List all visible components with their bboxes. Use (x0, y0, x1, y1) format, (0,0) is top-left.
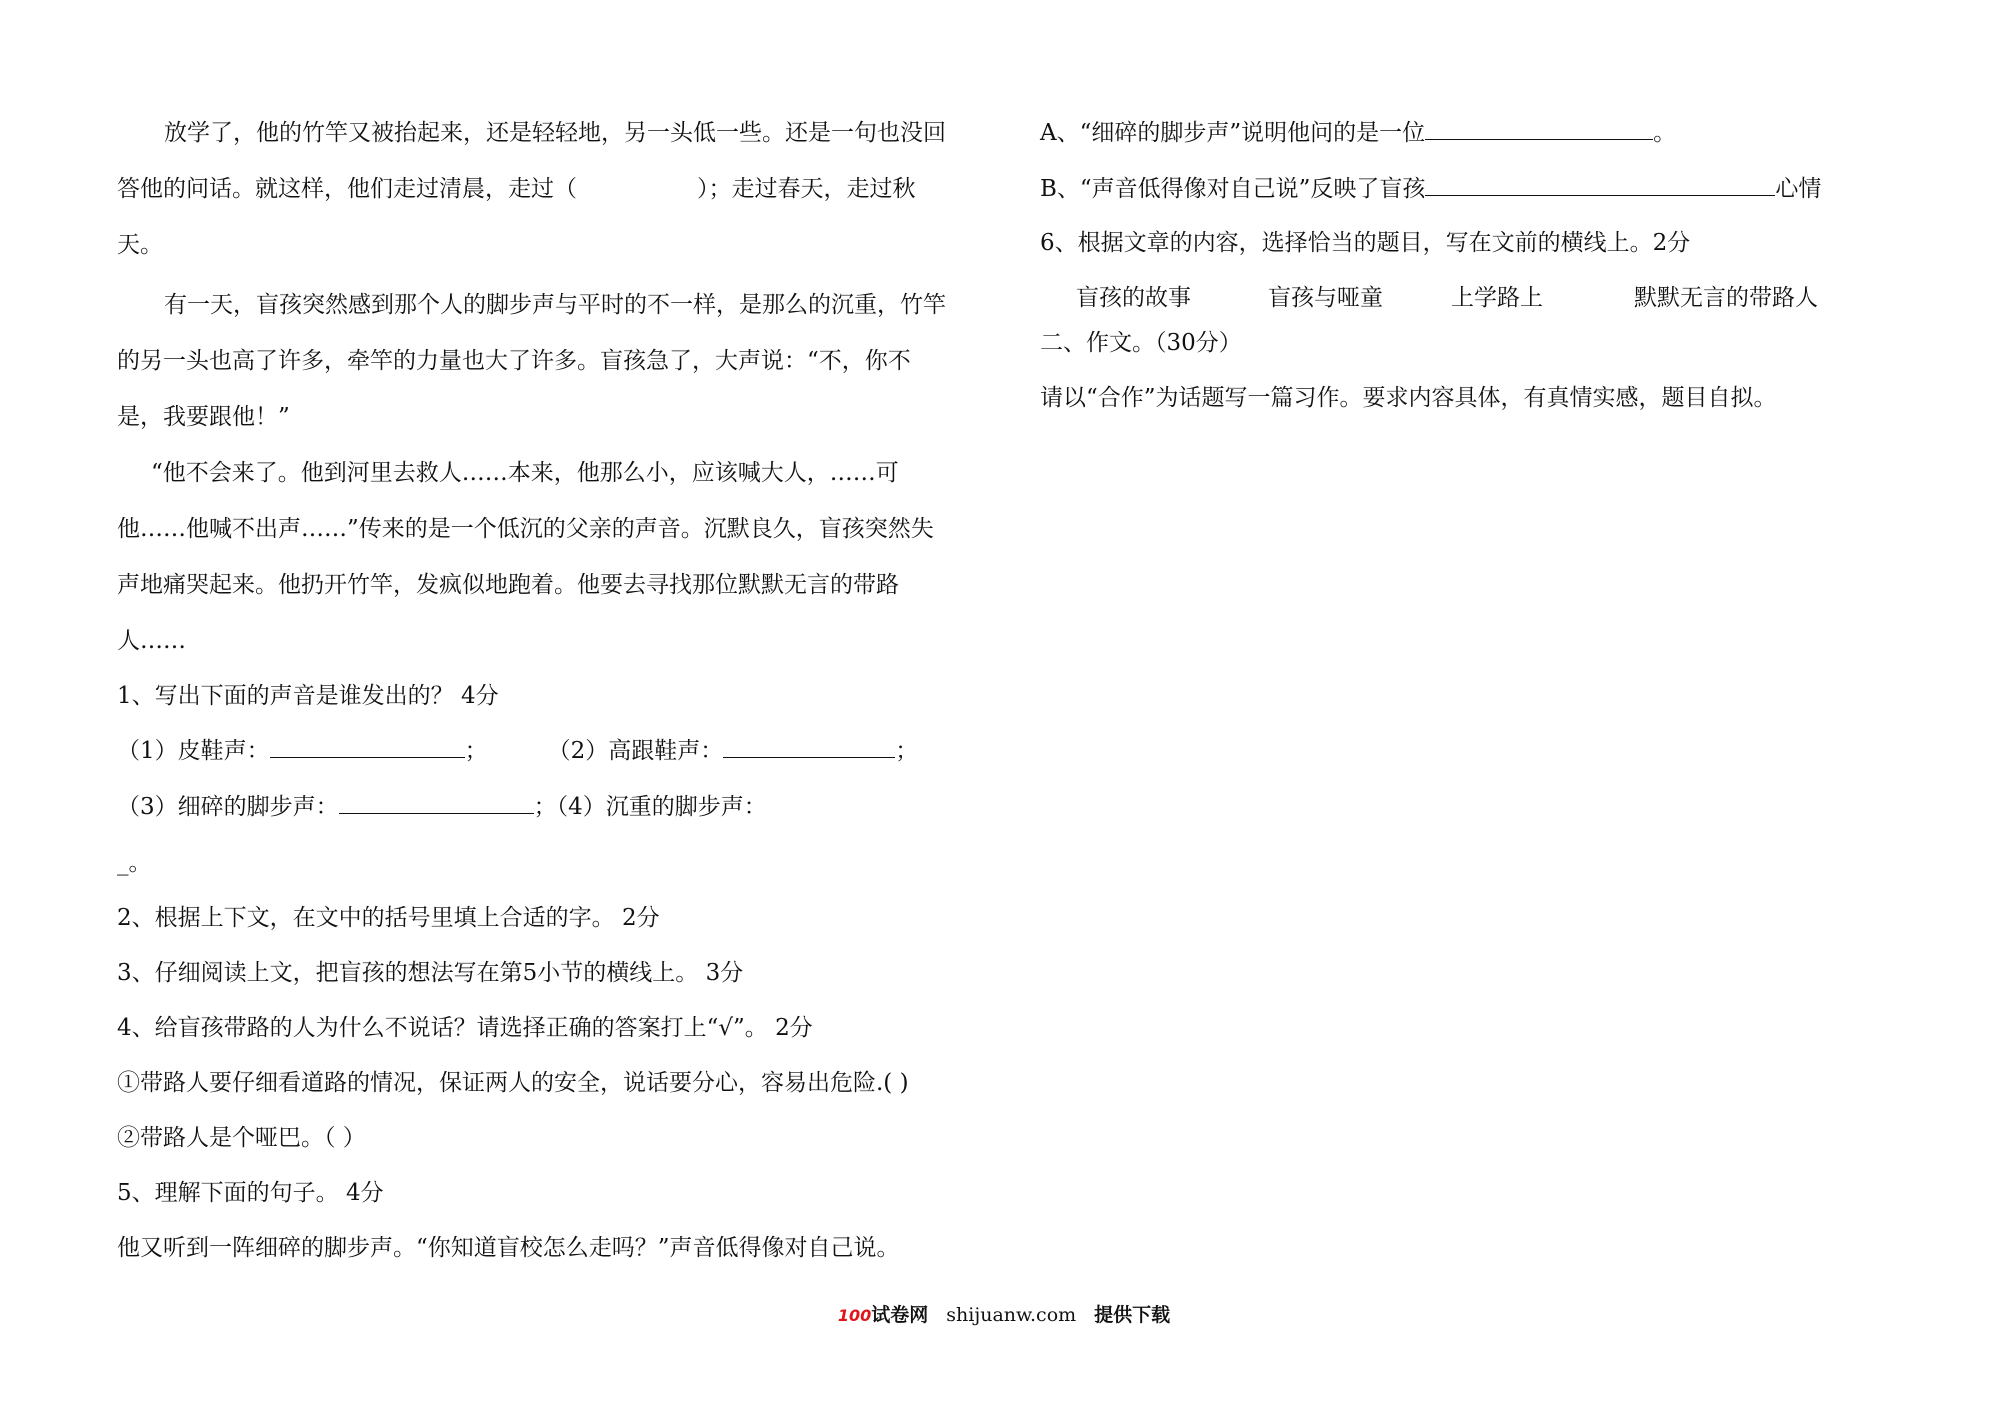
passage-line: 天。 (117, 232, 163, 258)
passage-line: 人…… (117, 628, 186, 654)
footer (0, 1300, 2008, 1327)
answer-blank[interactable] (270, 737, 465, 758)
passage-line: 是，我要跟他！” (117, 404, 290, 430)
answer-blank[interactable] (1425, 175, 1775, 196)
question-3: 3、仔细阅读上文，把盲孩的想法写在第5小节的横线上。 3分 (117, 960, 744, 986)
passage-line: 的另一头也高了许多，牵竿的力量也大了许多。盲孩急了，大声说：“不，你不 (117, 348, 911, 374)
question-5-sentence: 他又听到一阵细碎的脚步声。“你知道盲校怎么走吗？”声音低得像对自己说。 (117, 1235, 900, 1261)
site-url[interactable]: shijuanw.com (946, 1304, 1077, 1326)
logo-number: 100 (837, 1306, 872, 1325)
title-option: 盲孩的故事 (1076, 285, 1191, 311)
passage-line: 答他的问话。就这样，他们走过清晨，走过（ ）；走过春天，走过秋 (117, 176, 916, 202)
answer-blank[interactable] (339, 793, 534, 814)
passage-line: 有一天，盲孩突然感到那个人的脚步声与平时的不一样，是那么的沉重，竹竿 (164, 292, 946, 318)
question-5-b: B、“声音低得像对自己说”反映了盲孩 心情 (1040, 176, 1822, 202)
question-4: 4、给盲孩带路的人为什么不说话？请选择正确的答案打上“√”。 2分 (117, 1015, 813, 1041)
passage-line: 放学了，他的竹竿又被抬起来，还是轻轻地，另一头低一些。还是一句也没回 (164, 120, 946, 146)
question-2: 2、根据上下文，在文中的括号里填上合适的字。 2分 (117, 905, 660, 931)
question-1-row-3: _。 (117, 850, 152, 876)
provide-download: 提供下载 (1094, 1304, 1171, 1326)
question-4-option-1: ①带路人要仔细看道路的情况，保证两人的安全，说话要分心，容易出危险.( ) (117, 1070, 909, 1096)
section-2-heading: 二、作文。（30分） (1040, 330, 1242, 356)
question-1-row-2: （3）细碎的脚步声： ；（4）沉重的脚步声： (117, 794, 767, 820)
passage-line: 声地痛哭起来。他扔开竹竿，发疯似地跑着。他要去寻找那位默默无言的带路 (117, 572, 899, 598)
title-option: 盲孩与哑童 (1268, 285, 1383, 311)
passage-line: 他……他喊不出声……”传来的是一个低沉的父亲的声音。沉默良久，盲孩突然失 (117, 516, 934, 542)
question-1: 1、写出下面的声音是谁发出的？ 4分 (117, 683, 499, 709)
question-5-a: A、“细碎的脚步声”说明他问的是一位 。 (1040, 120, 1677, 146)
title-option: 默默无言的带路人 (1634, 285, 1818, 311)
question-6: 6、根据文章的内容，选择恰当的题目，写在文前的横线上。2分 (1040, 230, 1691, 256)
passage-line: “他不会来了。他到河里去救人……本来，他那么小，应该喊大人，……可 (151, 460, 899, 486)
question-5: 5、理解下面的句子。 4分 (117, 1180, 384, 1206)
answer-blank[interactable] (723, 737, 895, 758)
answer-blank[interactable] (1425, 119, 1653, 140)
question-1-row-1: （1）皮鞋声： ； （2）高跟鞋声： ； (117, 738, 919, 764)
title-option: 上学路上 (1451, 285, 1543, 311)
essay-prompt: 请以“合作”为话题写一篇习作。要求内容具体，有真情实感，题目自拟。 (1040, 385, 1777, 411)
question-4-option-2: ②带路人是个哑巴。（ ） (117, 1125, 366, 1151)
logo-text: 试卷网 (871, 1304, 929, 1326)
